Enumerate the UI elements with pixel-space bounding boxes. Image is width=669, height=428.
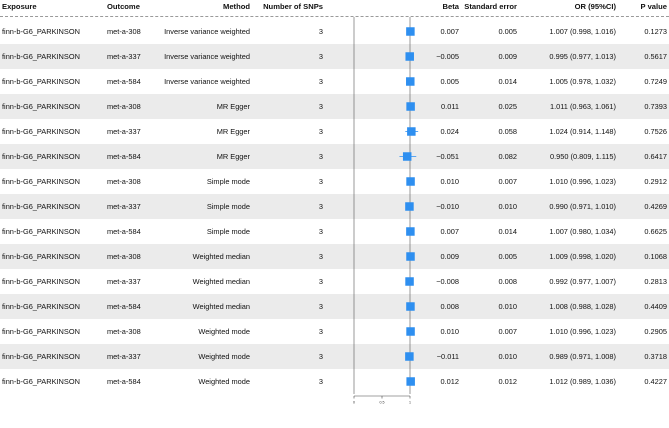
table-cell-p: 0.4227 [644, 377, 667, 386]
table-cell-or: 1.008 (0.988, 1.028) [549, 302, 616, 311]
table-cell-outcome: met-a-308 [107, 252, 141, 261]
point-marker [406, 327, 415, 336]
header-beta: Beta [442, 2, 459, 11]
table-cell-or: 1.009 (0.998, 1.020) [549, 252, 616, 261]
table-cell-exposure: finn-b-G6_PARKINSON [2, 202, 80, 211]
table-cell-exposure: finn-b-G6_PARKINSON [2, 52, 80, 61]
table-cell-exposure: finn-b-G6_PARKINSON [2, 327, 80, 336]
table-cell-p: 0.4269 [644, 202, 667, 211]
header-or-ci: OR (95%CI) [574, 2, 616, 11]
table-cell-se: 0.014 [498, 227, 517, 236]
table-cell-or: 1.005 (0.978, 1.032) [549, 77, 616, 86]
table-cell-p: 0.1068 [644, 252, 667, 261]
table-cell-exposure: finn-b-G6_PARKINSON [2, 27, 80, 36]
table-cell-outcome: met-a-337 [107, 277, 141, 286]
table-cell-method: Simple mode [206, 202, 250, 211]
table-cell-beta: −0.008 [436, 277, 459, 286]
table-cell-or: 0.989 (0.971, 1.008) [549, 352, 616, 361]
table-cell-p: 0.1273 [644, 27, 667, 36]
table-cell-outcome: met-a-337 [107, 127, 141, 136]
table-cell-p: 0.6625 [644, 227, 667, 236]
table-cell-se: 0.014 [498, 77, 517, 86]
x-tick-label: 0.5 [379, 400, 385, 405]
table-cell-beta: 0.007 [440, 227, 459, 236]
table-cell-method: Simple mode [206, 227, 250, 236]
point-marker [406, 27, 415, 36]
table-cell-se: 0.010 [498, 302, 517, 311]
point-marker [405, 52, 414, 61]
table-cell-beta: 0.007 [440, 27, 459, 36]
point-marker [407, 127, 416, 136]
table-cell-p: 0.2905 [644, 327, 667, 336]
table-cell-beta: 0.005 [440, 77, 459, 86]
table-cell-exposure: finn-b-G6_PARKINSON [2, 152, 80, 161]
table-cell-exposure: finn-b-G6_PARKINSON [2, 252, 80, 261]
point-marker [406, 102, 415, 111]
table-cell-nsnp: 3 [318, 52, 323, 61]
table-cell-outcome: met-a-584 [107, 227, 141, 236]
table-cell-nsnp: 3 [318, 277, 323, 286]
table-cell-se: 0.058 [498, 127, 517, 136]
table-cell-p: 0.2912 [644, 177, 667, 186]
table-cell-nsnp: 3 [318, 27, 323, 36]
table-cell-or: 0.995 (0.977, 1.013) [549, 52, 616, 61]
table-cell-beta: 0.010 [440, 177, 459, 186]
table-cell-method: MR Egger [216, 152, 250, 161]
table-cell-beta: 0.010 [440, 327, 459, 336]
table-cell-method: Simple mode [206, 177, 250, 186]
table-cell-or: 1.007 (0.980, 1.034) [549, 227, 616, 236]
table-cell-method: Inverse variance weighted [164, 27, 250, 36]
table-cell-exposure: finn-b-G6_PARKINSON [2, 177, 80, 186]
table-cell-nsnp: 3 [318, 127, 323, 136]
table-cell-outcome: met-a-337 [107, 352, 141, 361]
point-marker [406, 227, 415, 236]
header-standard-error: Standard error [464, 2, 517, 11]
table-cell-beta: −0.051 [436, 152, 459, 161]
table-cell-method: MR Egger [216, 127, 250, 136]
table-cell-exposure: finn-b-G6_PARKINSON [2, 352, 80, 361]
table-cell-or: 0.992 (0.977, 1.007) [549, 277, 616, 286]
table-cell-or: 0.990 (0.971, 1.010) [549, 202, 616, 211]
table-cell-se: 0.007 [498, 327, 517, 336]
table-cell-nsnp: 3 [318, 352, 323, 361]
table-cell-exposure: finn-b-G6_PARKINSON [2, 277, 80, 286]
table-cell-p: 0.6417 [644, 152, 667, 161]
table-cell-beta: −0.010 [436, 202, 459, 211]
point-marker [405, 352, 414, 361]
table-cell-se: 0.005 [498, 27, 517, 36]
header-outcome: Outcome [107, 2, 140, 11]
table-cell-p: 0.4409 [644, 302, 667, 311]
table-cell-se: 0.010 [498, 352, 517, 361]
table-cell-beta: 0.009 [440, 252, 459, 261]
table-cell-outcome: met-a-337 [107, 202, 141, 211]
point-marker [406, 302, 415, 311]
table-cell-outcome: met-a-337 [107, 52, 141, 61]
table-cell-nsnp: 3 [318, 102, 323, 111]
table-cell-or: 1.024 (0.914, 1.148) [549, 127, 616, 136]
table-cell-p: 0.3718 [644, 352, 667, 361]
table-cell-method: Inverse variance weighted [164, 77, 250, 86]
table-cell-method: Weighted mode [198, 327, 250, 336]
table-cell-p: 0.7393 [644, 102, 667, 111]
table-cell-or: 1.010 (0.996, 1.023) [549, 327, 616, 336]
table-cell-se: 0.010 [498, 202, 517, 211]
table-cell-exposure: finn-b-G6_PARKINSON [2, 377, 80, 386]
table-cell-exposure: finn-b-G6_PARKINSON [2, 102, 80, 111]
table-cell-nsnp: 3 [318, 327, 323, 336]
table-cell-beta: −0.011 [436, 352, 459, 361]
table-cell-beta: −0.005 [436, 52, 459, 61]
table-cell-p: 0.7526 [644, 127, 667, 136]
table-cell-exposure: finn-b-G6_PARKINSON [2, 127, 80, 136]
table-cell-p: 0.5617 [644, 52, 667, 61]
table-cell-beta: 0.012 [440, 377, 459, 386]
table-cell-nsnp: 3 [318, 252, 323, 261]
table-cell-nsnp: 3 [318, 227, 323, 236]
header-number-of-snps: Number of SNPs [263, 2, 323, 11]
table-cell-or: 0.950 (0.809, 1.115) [549, 152, 616, 161]
table-cell-se: 0.009 [498, 52, 517, 61]
x-tick-label: 1 [409, 400, 411, 405]
table-cell-nsnp: 3 [318, 202, 323, 211]
table-cell-nsnp: 3 [318, 152, 323, 161]
table-cell-outcome: met-a-584 [107, 77, 141, 86]
point-marker [406, 377, 415, 386]
header-exposure: Exposure [2, 2, 37, 11]
table-cell-outcome: met-a-308 [107, 102, 141, 111]
table-cell-exposure: finn-b-G6_PARKINSON [2, 77, 80, 86]
table-cell-or: 1.010 (0.996, 1.023) [549, 177, 616, 186]
table-cell-nsnp: 3 [318, 77, 323, 86]
table-cell-outcome: met-a-308 [107, 27, 141, 36]
point-marker [405, 277, 414, 286]
table-cell-method: Weighted median [192, 302, 250, 311]
table-cell-se: 0.025 [498, 102, 517, 111]
table-cell-or: 1.011 (0.963, 1.061) [549, 102, 616, 111]
table-cell-exposure: finn-b-G6_PARKINSON [2, 227, 80, 236]
table-cell-exposure: finn-b-G6_PARKINSON [2, 302, 80, 311]
table-cell-method: Weighted median [192, 277, 250, 286]
table-cell-nsnp: 3 [318, 177, 323, 186]
header-method: Method [223, 2, 250, 11]
table-cell-outcome: met-a-308 [107, 327, 141, 336]
point-marker [405, 202, 414, 211]
table-cell-or: 1.012 (0.989, 1.036) [549, 377, 616, 386]
table-cell-outcome: met-a-584 [107, 377, 141, 386]
table-cell-outcome: met-a-584 [107, 302, 141, 311]
point-marker [406, 252, 415, 261]
point-marker [406, 177, 415, 186]
header-p-value: P value [640, 2, 667, 11]
point-marker [406, 77, 415, 86]
table-cell-method: Inverse variance weighted [164, 52, 250, 61]
table-cell-outcome: met-a-308 [107, 177, 141, 186]
point-marker [403, 152, 412, 161]
table-cell-se: 0.007 [498, 177, 517, 186]
table-cell-method: Weighted mode [198, 377, 250, 386]
x-tick-label: 0 [353, 400, 355, 405]
table-cell-beta: 0.008 [440, 302, 459, 311]
table-cell-beta: 0.024 [440, 127, 459, 136]
table-cell-method: Weighted mode [198, 352, 250, 361]
table-cell-outcome: met-a-584 [107, 152, 141, 161]
table-cell-nsnp: 3 [318, 302, 323, 311]
table-cell-se: 0.082 [498, 152, 517, 161]
table-cell-p: 0.2813 [644, 277, 667, 286]
table-cell-beta: 0.011 [441, 102, 459, 111]
table-cell-or: 1.007 (0.998, 1.016) [549, 27, 616, 36]
table-cell-p: 0.7249 [644, 77, 667, 86]
table-cell-se: 0.012 [498, 377, 517, 386]
table-cell-nsnp: 3 [318, 377, 323, 386]
table-cell-method: MR Egger [216, 102, 250, 111]
table-cell-method: Weighted median [192, 252, 250, 261]
table-cell-se: 0.005 [498, 252, 517, 261]
table-cell-se: 0.008 [498, 277, 517, 286]
